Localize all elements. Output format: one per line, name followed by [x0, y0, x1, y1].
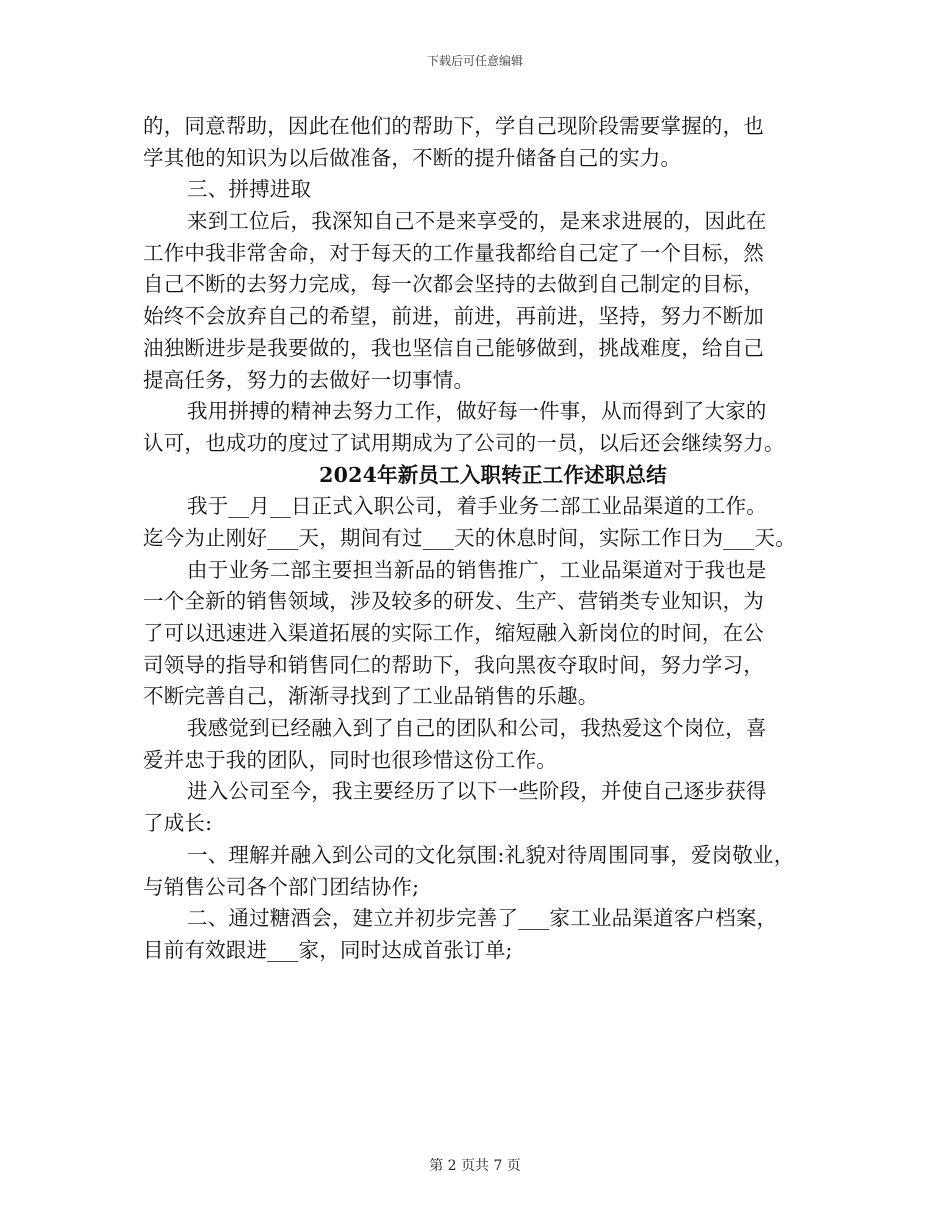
body-line: 了可以迅速进入渠道拓展的实际工作，缩短融入新岗位的时间，在公	[143, 621, 764, 645]
body-line: 目前有效跟进___家，同时达成首张订单;	[143, 937, 513, 962]
paragraph-start: 一、理解并融入到公司的文化氛围:礼貌对待周围同事，爱岗敬业，	[187, 842, 795, 867]
section-heading: 三、拼搏进取	[187, 177, 312, 202]
paragraph-start: 我感觉到已经融入到了自己的团队和公司，我热爱这个岗位，喜	[187, 716, 767, 741]
body-line: 工作中我非常舍命，对于每天的工作量我都给自己定了一个目标，然	[143, 240, 764, 265]
body-line: 司领导的指导和销售同仁的帮助下，我向黑夜夺取时间，努力学习，	[143, 652, 764, 677]
paragraph-start: 由于业务二部主要担当新品的销售推广，工业品渠道对于我也是	[187, 557, 767, 582]
paragraph-start: 进入公司至今，我主要经历了以下一些阶段，并使自己逐步获得	[187, 779, 767, 804]
body-line: 自己不断的去努力完成，每一次都会坚持的去做到自己制定的目标，	[143, 272, 764, 297]
body-line: 认可，也成功的度过了试用期成为了公司的一员，以后还会继续努力。	[143, 430, 785, 455]
body-line: 了成长:	[143, 811, 213, 836]
page-header: 下载后可任意编辑	[426, 54, 523, 68]
body-line: 始终不会放弃自己的希望，前进，前进，再前进，坚持，努力不断加	[143, 304, 764, 329]
body-line: 学其他的知识为以后做准备，不断的提升储备自己的实力。	[143, 145, 682, 170]
paragraph-start: 来到工位后，我深知自己不是来享受的，是来求进展的，因此在	[187, 209, 767, 234]
body-line: 不断完善自己，渐渐寻找到了工业品销售的乐趣。	[143, 684, 599, 709]
body-line: 与销售公司各个部门团结协作;	[143, 874, 420, 899]
paragraph-start: 二、通过糖酒会，建立并初步完善了___家工业品渠道客户档案，	[187, 906, 778, 931]
body-line: 迄今为止刚好___天，期间有过___天的休息时间，实际工作日为___天。	[143, 525, 796, 550]
body-line: 一个全新的销售领域，涉及较多的研发、生产、营销类专业知识，为	[143, 589, 764, 614]
paragraph-start: 我用拼搏的精神去努力工作，做好每一件事，从而得到了大家的	[187, 399, 767, 424]
document-title: 2024年新员工入职转正工作述职总结	[319, 462, 667, 487]
page-number: 第 2 页共 7 页	[429, 1158, 521, 1174]
body-line: 的，同意帮助，因此在他们的帮助下，学自己现阶段需要掌握的，也	[143, 114, 764, 138]
document-body	[143, 111, 833, 967]
body-line: 油独断进步是我要做的，我也坚信自己能够做到，挑战难度，给自己	[143, 335, 764, 360]
body-line: 爱并忠于我的团队，同时也很珍惜这份工作。	[143, 747, 557, 772]
paragraph-start: 我于__月__日正式入职公司，着手业务二部工业品渠道的工作。	[187, 494, 767, 519]
body-line: 提高任务，努力的去做好一切事情。	[143, 367, 475, 392]
